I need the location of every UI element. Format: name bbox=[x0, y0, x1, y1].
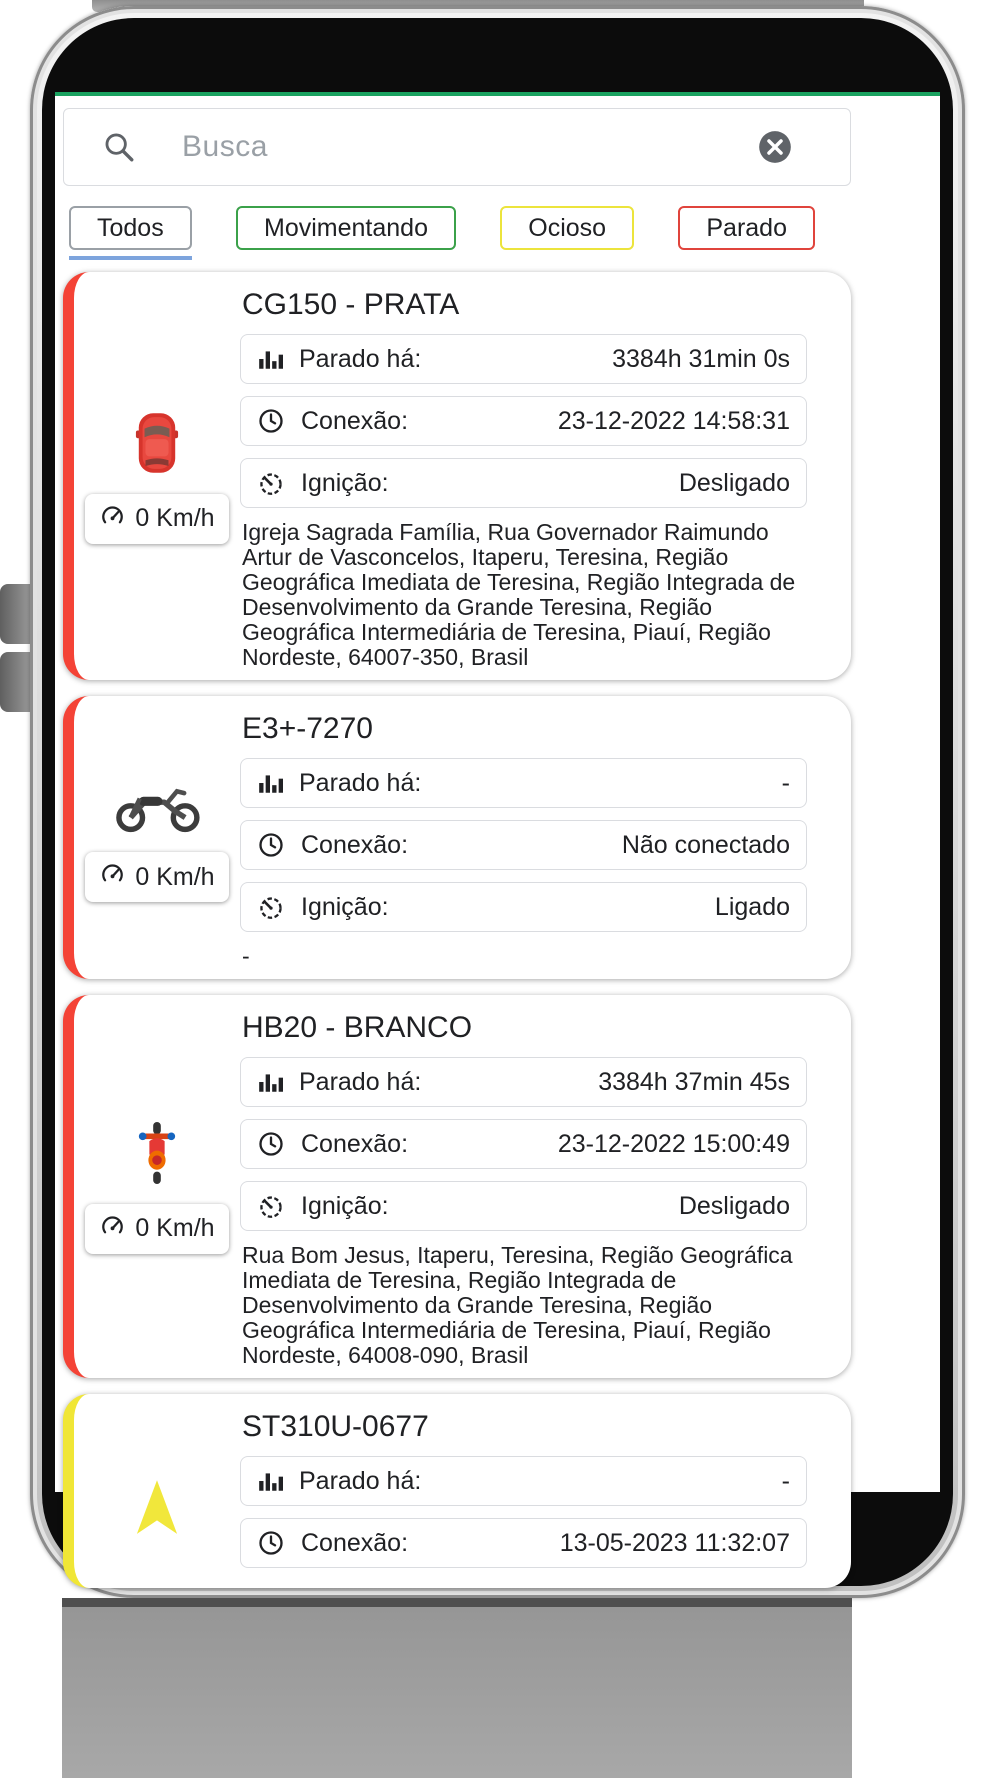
connection-value: 23-12-2022 14:58:31 bbox=[557, 406, 790, 435]
connection-value: 13-05-2023 11:32:07 bbox=[559, 1528, 790, 1557]
stopped-row bbox=[240, 758, 807, 808]
scooter-icon bbox=[136, 1122, 178, 1190]
motorcycle-icon bbox=[111, 775, 203, 838]
phone-screen bbox=[55, 92, 940, 1557]
ignition-value: Ligado bbox=[714, 892, 790, 921]
connection-row bbox=[240, 396, 807, 446]
speedometer-icon bbox=[99, 860, 126, 894]
vehicle-visual bbox=[74, 1005, 240, 1370]
clock-icon bbox=[257, 831, 285, 859]
vehicle-name: HB20 - BRANCO bbox=[242, 1011, 473, 1044]
vehicle-address: Igreja Sagrada Família, Rua Governador Raimundo Artur de Vasconcelos, Itaperu, Teresina, Região Geográfica Imediata de Teresina, Região Integrada de Desenvolvimento da Grande Teresina, Região Geográfica Intermediária de Teresina, Piauí, Região Nordeste, 64007-350, Brasil bbox=[242, 519, 796, 670]
vehicle-card[interactable] bbox=[63, 1394, 851, 1588]
filter-tabs bbox=[69, 206, 815, 250]
speed-value: 0 Km/h bbox=[135, 504, 215, 532]
tab-todos-wrap bbox=[69, 206, 192, 250]
vehicle-card[interactable] bbox=[63, 272, 851, 680]
stopped-row bbox=[240, 334, 807, 384]
volume-up-button bbox=[0, 584, 34, 644]
stopped-value: 3384h 37min 45s bbox=[598, 1067, 790, 1096]
connection-row bbox=[240, 1518, 807, 1568]
vehicle-name: E3+-7270 bbox=[242, 712, 373, 745]
vehicle-card[interactable] bbox=[63, 696, 851, 979]
connection-label: Conexão: bbox=[301, 1129, 409, 1158]
clock-icon bbox=[257, 1130, 285, 1158]
stopped-value: - bbox=[781, 768, 790, 797]
phone-bezel bbox=[42, 18, 953, 1586]
navigation-arrow-icon bbox=[135, 1478, 179, 1543]
connection-label: Conexão: bbox=[301, 1528, 409, 1557]
ignition-row bbox=[240, 882, 807, 932]
stopped-value: - bbox=[781, 1466, 790, 1495]
vehicle-card[interactable] bbox=[63, 995, 851, 1378]
connection-row bbox=[240, 820, 807, 870]
search-input[interactable] bbox=[63, 108, 851, 186]
vehicle-name: ST310U-0677 bbox=[242, 1410, 429, 1443]
bar-chart-icon bbox=[257, 770, 283, 796]
vehicle-name: CG150 - PRATA bbox=[242, 288, 460, 321]
stopped-label: Parado há: bbox=[299, 1067, 422, 1096]
stopped-row bbox=[240, 1456, 807, 1506]
ignition-label: Ignição: bbox=[301, 468, 389, 497]
stopped-label: Parado há: bbox=[299, 768, 422, 797]
bar-chart-icon bbox=[257, 1069, 283, 1095]
car-icon bbox=[134, 411, 180, 480]
tab-movimentando[interactable]: Movimentando bbox=[236, 206, 456, 250]
ignition-label: Ignição: bbox=[301, 1191, 389, 1220]
speedometer-icon bbox=[99, 502, 126, 536]
speed-value: 0 Km/h bbox=[135, 862, 215, 891]
connection-value: 23-12-2022 15:00:49 bbox=[557, 1129, 790, 1158]
speedometer-icon bbox=[99, 1212, 126, 1246]
selected-tab-indicator bbox=[69, 256, 192, 260]
tab-todos[interactable]: Todos bbox=[69, 206, 192, 250]
timer-icon bbox=[257, 893, 285, 921]
stopped-row bbox=[240, 1057, 807, 1107]
phone-stand bbox=[62, 1598, 852, 1778]
ignition-value: Desligado bbox=[678, 1191, 790, 1220]
tab-parado[interactable]: Parado bbox=[678, 206, 815, 250]
connection-row bbox=[240, 1119, 807, 1169]
bar-chart-icon bbox=[257, 346, 283, 372]
search-icon bbox=[102, 130, 136, 164]
tab-movimentando-wrap bbox=[236, 206, 456, 250]
vehicle-visual bbox=[74, 1404, 240, 1580]
stopped-label: Parado há: bbox=[299, 1466, 422, 1495]
phone-frame bbox=[30, 6, 965, 1598]
timer-icon bbox=[257, 469, 285, 497]
tab-ocioso[interactable]: Ocioso bbox=[500, 206, 634, 250]
ignition-label: Ignição: bbox=[301, 892, 389, 921]
connection-label: Conexão: bbox=[301, 406, 409, 435]
speed-badge bbox=[85, 1204, 228, 1254]
timer-icon bbox=[257, 1192, 285, 1220]
volume-down-button bbox=[0, 652, 34, 712]
tab-parado-wrap bbox=[678, 206, 815, 250]
search-placeholder: Busca bbox=[182, 130, 268, 163]
vehicle-list bbox=[63, 272, 851, 1628]
ignition-value: Desligado bbox=[678, 468, 790, 497]
speed-badge bbox=[85, 494, 228, 544]
clock-icon bbox=[257, 407, 285, 435]
connection-value: Não conectado bbox=[621, 830, 790, 859]
close-icon bbox=[756, 128, 794, 166]
speed-value: 0 Km/h bbox=[135, 1214, 215, 1242]
ignition-row bbox=[240, 1181, 807, 1231]
stopped-label: Parado há: bbox=[299, 344, 422, 373]
ignition-row bbox=[240, 458, 807, 508]
connection-label: Conexão: bbox=[301, 830, 409, 859]
speed-badge bbox=[85, 852, 228, 902]
app-content bbox=[63, 108, 851, 1628]
vehicle-visual bbox=[74, 282, 240, 672]
vehicle-address: Rua Bom Jesus, Itaperu, Teresina, Região Geográfica Imediata de Teresina, Região Integrada de Desenvolvimento da Grande Teresina, Região Geográfica Intermediária de Teresina, Piauí, Região Nordeste, 64008-090, Brasil bbox=[242, 1242, 793, 1368]
vehicle-address: - bbox=[242, 943, 250, 969]
bar-chart-icon bbox=[257, 1468, 283, 1494]
tab-ocioso-wrap bbox=[500, 206, 634, 250]
stopped-value: 3384h 31min 0s bbox=[612, 344, 790, 373]
clear-search-button[interactable] bbox=[756, 128, 794, 166]
clock-icon bbox=[257, 1529, 285, 1557]
vehicle-visual bbox=[74, 706, 240, 971]
